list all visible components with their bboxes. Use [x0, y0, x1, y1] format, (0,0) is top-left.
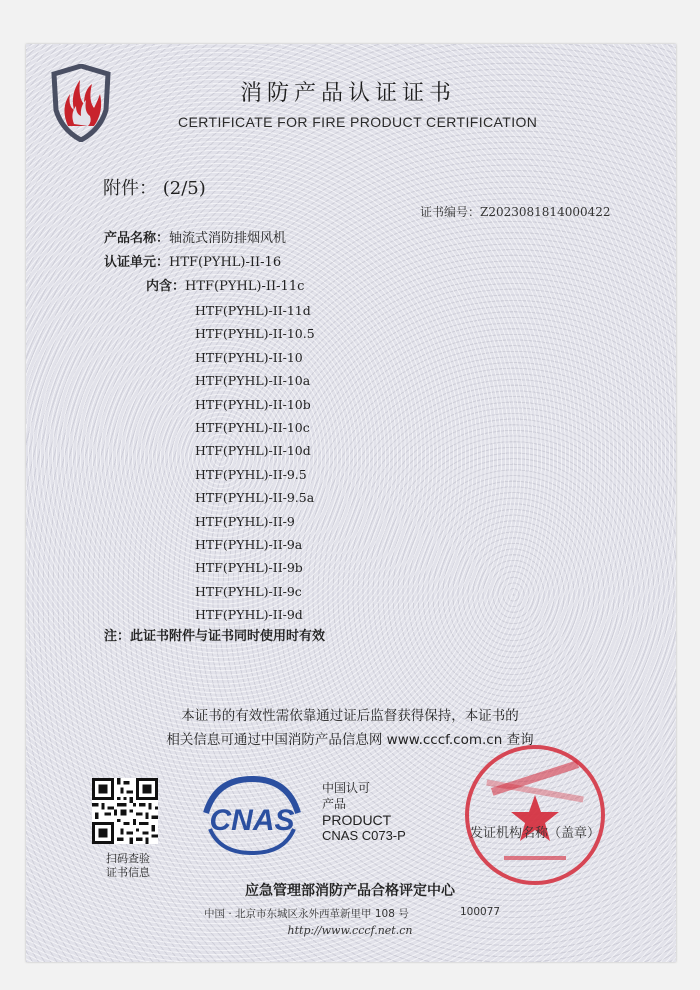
center-address: 中国 · 北京市东城区永外西革新里甲 108 号 — [204, 908, 409, 920]
cnas-logo-text: CNAS — [209, 804, 295, 837]
list-item: HTF(PYHL)-II-9c — [195, 583, 302, 599]
certificate-title-cn: 消防产品认证证书 — [240, 81, 457, 106]
list-item: HTF(PYHL)-II-10c — [195, 420, 310, 436]
validity-statement-line1: 本证书的有效性需依靠通过证后监督获得保持，本证书的 — [181, 708, 519, 724]
certificate-number-label: 证书编号： — [420, 205, 481, 219]
qr-caption — [98, 852, 158, 880]
validity-note: 注：此证书附件与证书同时使用时有效 — [104, 629, 326, 644]
center-website-link[interactable]: http://www.cccf.net.cn — [287, 924, 413, 937]
annex-label: 附件： — [103, 178, 157, 199]
cnas-line4: CNAS C073-P — [322, 828, 406, 843]
product-name-row — [104, 227, 286, 246]
issuing-center-name: 应急管理部消防产品合格评定中心 — [245, 883, 455, 899]
certification-unit-label: 认证单元： — [104, 255, 170, 270]
fire-shield-logo-icon — [50, 64, 112, 142]
list-item: HTF(PYHL)-II-9d — [195, 607, 303, 623]
annex-page: (2/5) — [162, 178, 206, 199]
list-item: HTF(PYHL)-II-10.5 — [195, 326, 315, 342]
cnas-line2: 产品 — [322, 797, 347, 811]
list-item: HTF(PYHL)-II-9 — [195, 513, 295, 529]
list-item: HTF(PYHL)-II-10 — [195, 349, 303, 365]
cnas-logo-icon — [196, 775, 308, 857]
list-item: HTF(PYHL)-II-9.5 — [195, 466, 307, 482]
list-item: HTF(PYHL)-II-9.5a — [195, 490, 315, 506]
list-item: HTF(PYHL)-II-10b — [195, 396, 311, 412]
product-name-label: 产品名称： — [104, 231, 170, 246]
issuer-signature-label: 发证机构名称（盖章） — [470, 826, 601, 841]
contains-row — [146, 275, 304, 294]
contains-label: 内含： — [146, 279, 186, 294]
product-name-value: 轴流式消防排烟风机 — [169, 231, 287, 246]
certification-unit-value: HTF(PYHL)-II-16 — [169, 255, 282, 270]
cnas-line1: 中国认可 — [322, 781, 371, 795]
annex-heading — [103, 174, 206, 200]
qr-code-icon[interactable] — [92, 778, 158, 844]
certification-unit-row — [104, 251, 281, 270]
certificate-number-value: Z2023081814000422 — [480, 205, 611, 219]
certificate-number — [420, 203, 611, 220]
list-item: HTF(PYHL)-II-9a — [195, 537, 303, 553]
official-seal-icon — [460, 740, 610, 890]
list-item: HTF(PYHL)-II-10a — [195, 373, 311, 389]
cnas-accreditation-text — [322, 780, 406, 844]
qr-caption-line1: 扫码查验 — [106, 852, 150, 865]
list-item: HTF(PYHL)-II-9b — [195, 560, 303, 576]
qr-caption-line2: 证书信息 — [106, 866, 150, 879]
center-postcode: 100077 — [460, 906, 501, 918]
list-item: HTF(PYHL)-II-11d — [195, 303, 311, 318]
contains-first-model: HTF(PYHL)-II-11c — [185, 279, 305, 294]
cnas-line3: PRODUCT — [322, 812, 392, 828]
validity-statement-line2: 相关信息可通过中国消防产品信息网 www.cccf.com.cn 查询 — [166, 732, 534, 748]
list-item: HTF(PYHL)-II-10d — [195, 443, 311, 459]
certificate-title-en: CERTIFICATE FOR FIRE PRODUCT CERTIFICATION — [178, 114, 538, 130]
model-list — [195, 299, 315, 627]
